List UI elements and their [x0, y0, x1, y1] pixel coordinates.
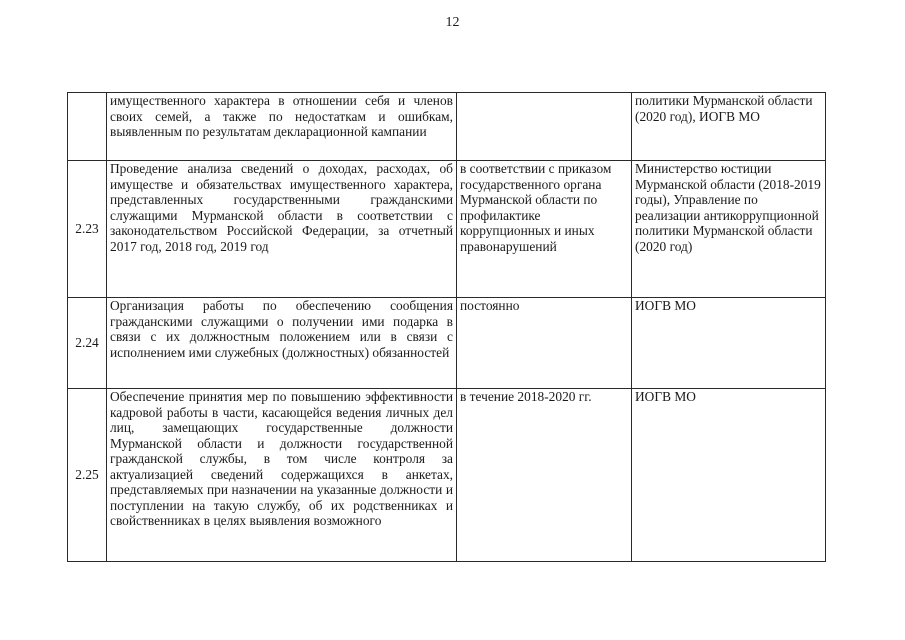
row-number: 2.25: [68, 389, 107, 562]
measure-responsible: [632, 93, 826, 161]
table-row: [68, 161, 826, 298]
measure-responsible-text: ИОГВ МО: [635, 298, 696, 313]
measure-responsible: [632, 161, 826, 298]
table-row: [68, 298, 826, 389]
table-row: [68, 389, 826, 562]
measure-description: [107, 389, 457, 562]
measure-description: [107, 161, 457, 298]
measure-description-text: Проведение анализа сведений о доходах, расходах, об имуществе и обязательствах имущественного характера, представленных государственными гражданскими служащими Мурманской области в соответствии с законодательством Российской Федерации, за отчетный 2017 год, 2018 год, 2019 год: [110, 161, 453, 254]
page-number: 12: [445, 15, 460, 30]
measure-term: [457, 389, 632, 562]
measure-responsible: [632, 389, 826, 562]
measure-responsible-text: политики Мурманской области (2020 год), ИОГВ МО: [635, 93, 813, 124]
measure-term: [457, 298, 632, 389]
measure-description: [107, 298, 457, 389]
row-number: 2.23: [68, 161, 107, 298]
measure-description-text: имущественного характера в отношении себя и членов своих семей, а также по недостаткам и ошибкам, выявленным по результатам декларационной кампании: [110, 93, 453, 139]
measure-term-text: постоянно: [460, 298, 520, 313]
measure-term-text: в соответствии с приказом государственного органа Мурманской области по профилактике коррупционных и иных правонарушений: [460, 161, 612, 254]
measure-description-text: Организация работы по обеспечению сообщения гражданскими служащими о получении ими подарка в связи с их должностным положением или в связи с исполнением ими служебных (должностных) обязанностей: [110, 298, 453, 360]
measure-description: [107, 93, 457, 161]
row-number: [68, 93, 107, 161]
measure-responsible-text: Министерство юстиции Мурманской области (2018-2019 годы), Управление по реализации антикоррупционной политики Мурманской области (2020 год): [635, 161, 821, 254]
measure-description-text: Обеспечение принятия мер по повышению эффективности кадровой работы в части, касающейся ведения личных дел лиц, замещающих государственные должности Мурманской области и должности государственной гражданской службы, в том числе контроля за актуализацией сведений содержащихся в анкетах, представляемых при назначении на указанные должности и поступлении на такую службу, об их родственниках и свойственниках в целях выявления возможного: [110, 389, 453, 528]
measure-term-text: в течение 2018-2020 гг.: [460, 389, 592, 404]
measure-term: [457, 93, 632, 161]
measure-responsible-text: ИОГВ МО: [635, 389, 696, 404]
row-number: 2.24: [68, 298, 107, 389]
measure-responsible: [632, 298, 826, 389]
measures-table: [67, 92, 826, 562]
table-row: [68, 93, 826, 161]
measure-term: [457, 161, 632, 298]
